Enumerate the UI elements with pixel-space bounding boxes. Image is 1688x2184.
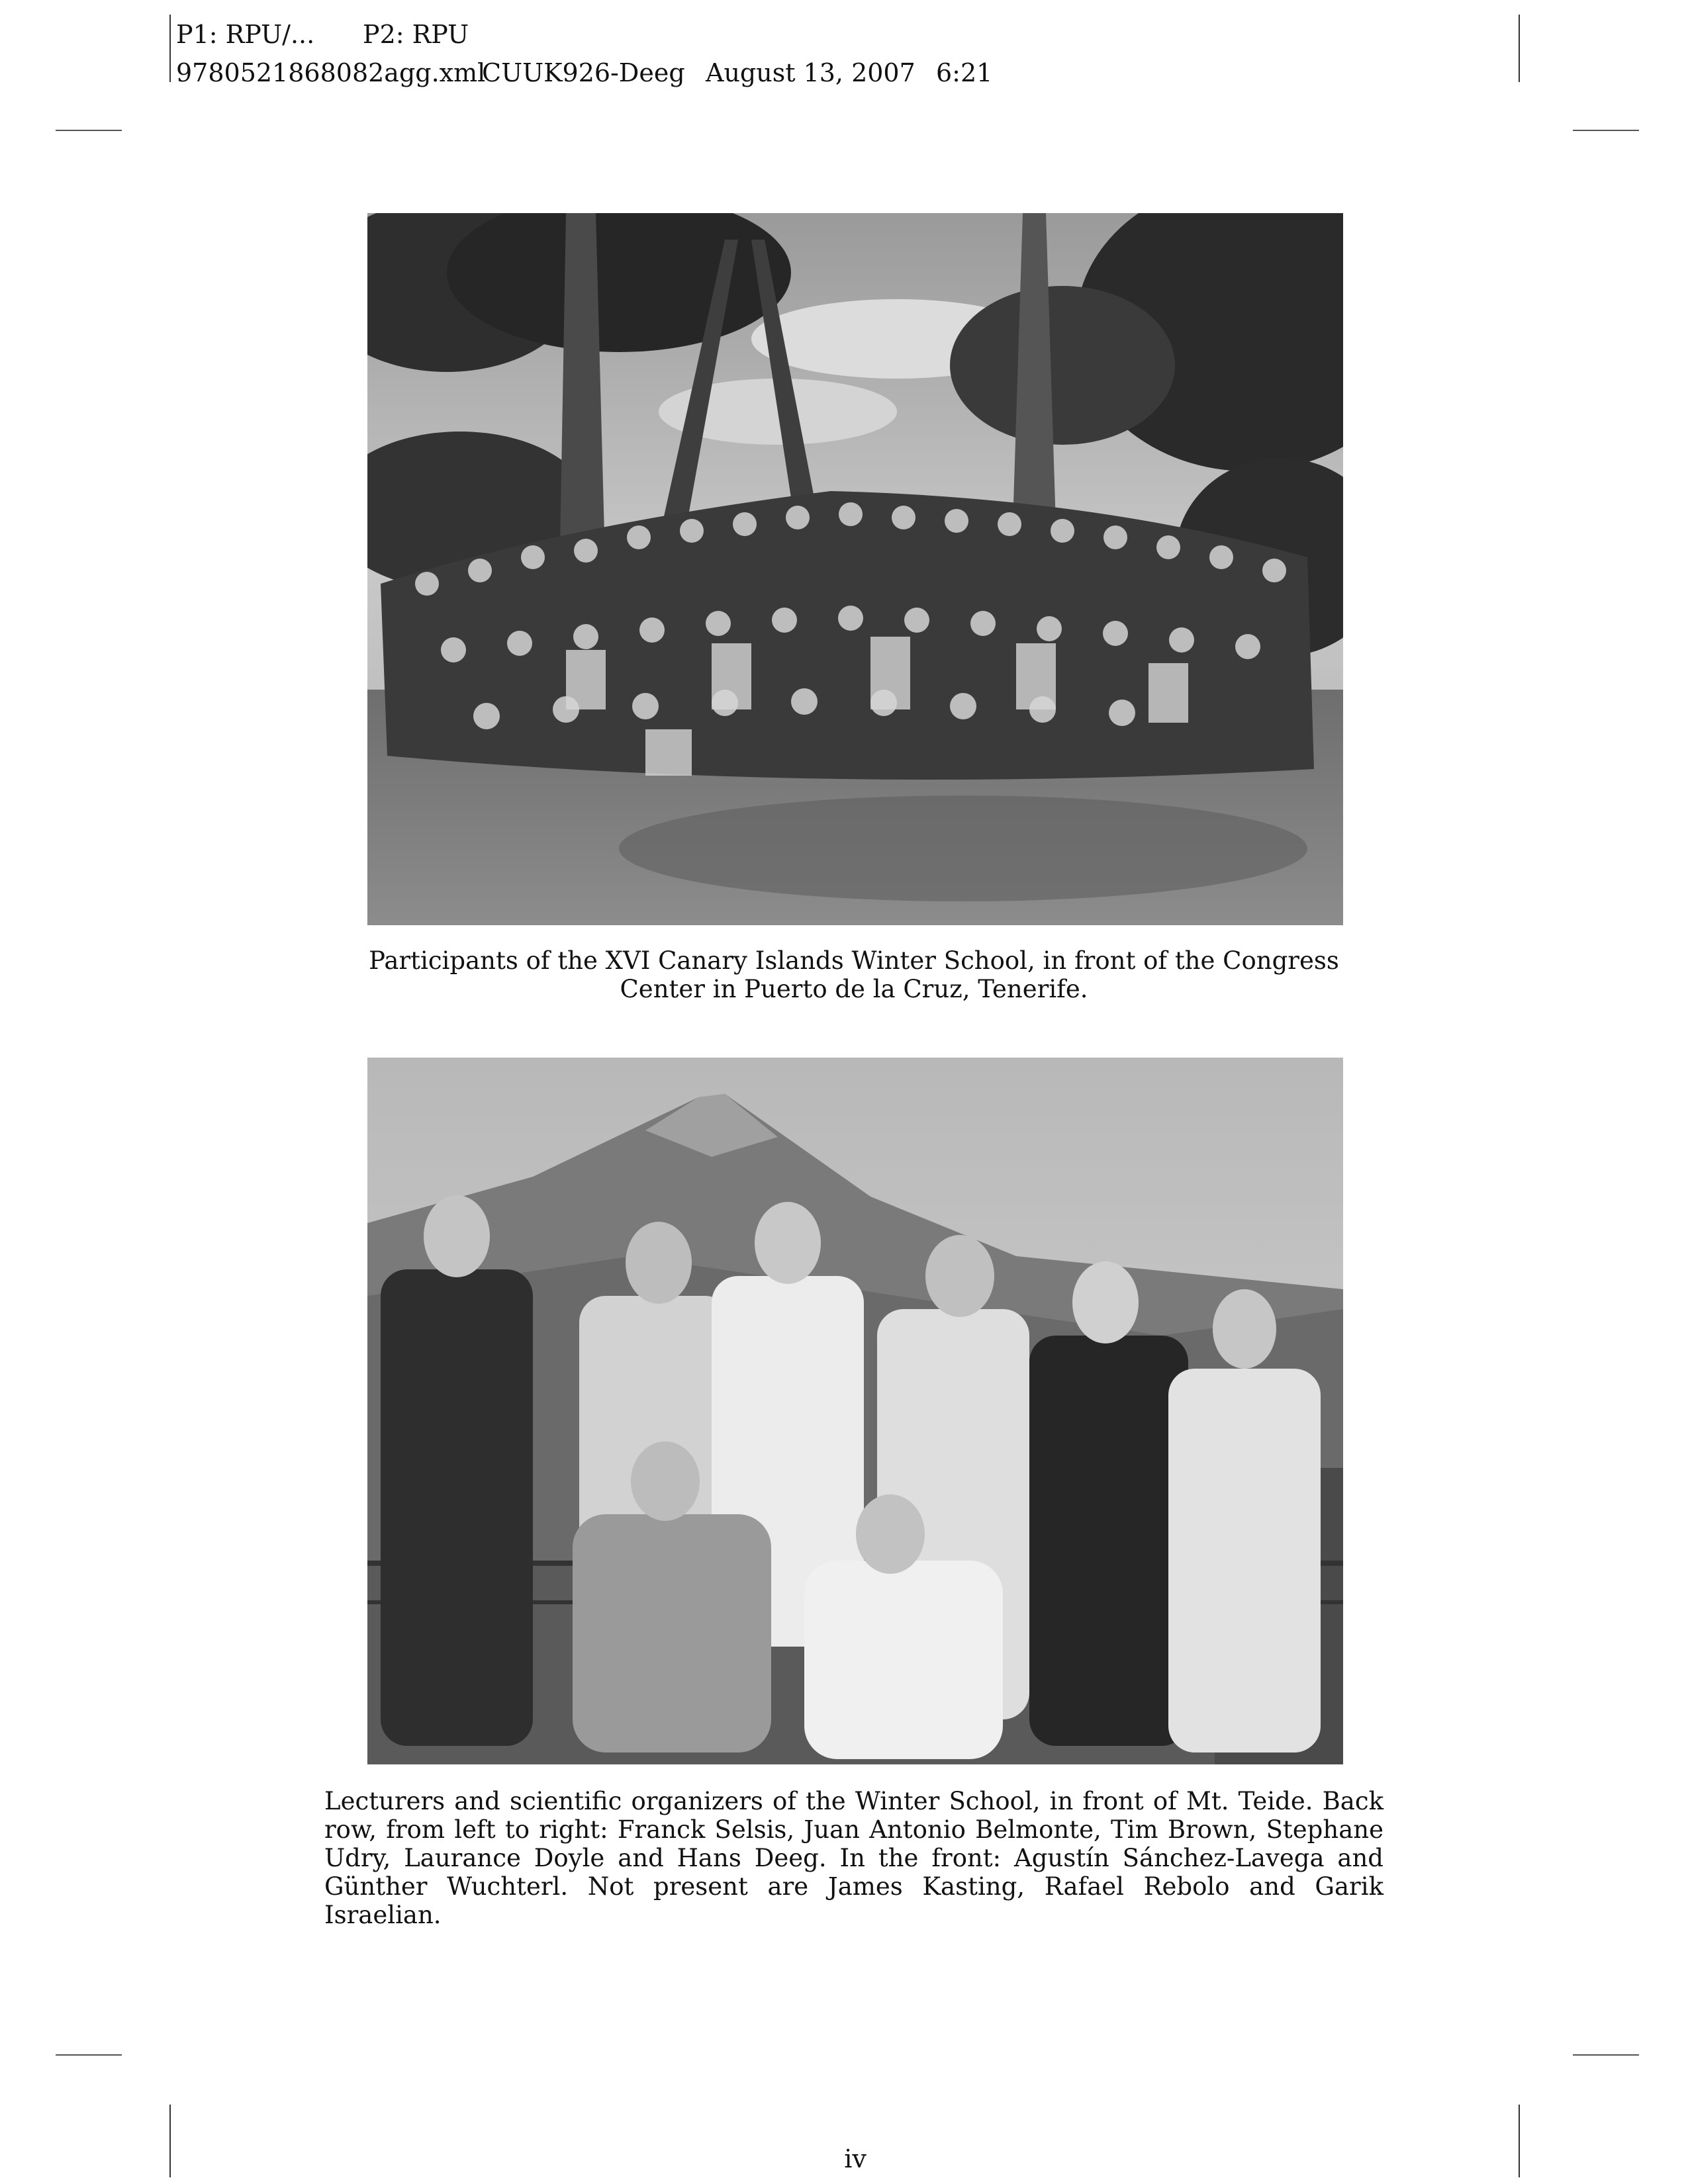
header-job: CUUK926-Deeg: [482, 58, 685, 87]
group-photo-caption: Participants of the XVI Canary Islands Winter School, in front of the Congress Center in Puerto de la Cruz, Tenerife.: [369, 946, 1339, 1003]
footer-right-rule: [1519, 2105, 1520, 2177]
crop-mark-top-left: [56, 130, 122, 131]
crop-mark-bottom-right: [1573, 2054, 1639, 2056]
crop-mark-bottom-left: [56, 2054, 122, 2056]
group-photo-illustration: [367, 213, 1343, 925]
header-line-1: [176, 20, 970, 49]
header-p2: P2: RPU: [363, 20, 469, 49]
header-line-2: [176, 58, 1103, 87]
header-time: 6:21: [936, 58, 993, 87]
lecturers-photo: [367, 1058, 1343, 1764]
page-number: iv: [844, 2144, 867, 2173]
header-date: August 13, 2007: [706, 58, 915, 87]
lecturers-photo-caption: Lecturers and scientific organizers of the Winter School, in front of Mt. Teide. Back row, from left to right: Franck Selsis, Juan Antonio Belmonte, Tim Brown, Stephane Udry, Laurance Doyle and Hans Deeg. In the front: Agustín Sánchez-Lavega and Günther Wuchterl. Not present are James Kasting, Rafael Rebolo and Garik Israelian.: [324, 1787, 1383, 1929]
crop-mark-top-right: [1573, 130, 1639, 131]
group-photo: [367, 213, 1343, 925]
header-file: 9780521868082agg.xml: [176, 58, 486, 87]
header-right-rule: [1519, 15, 1520, 82]
lecturers-photo-illustration: [367, 1058, 1343, 1764]
header-left-rule: [169, 15, 171, 82]
header-p1: P1: RPU/...: [176, 20, 315, 49]
footer-left-rule: [169, 2105, 171, 2177]
